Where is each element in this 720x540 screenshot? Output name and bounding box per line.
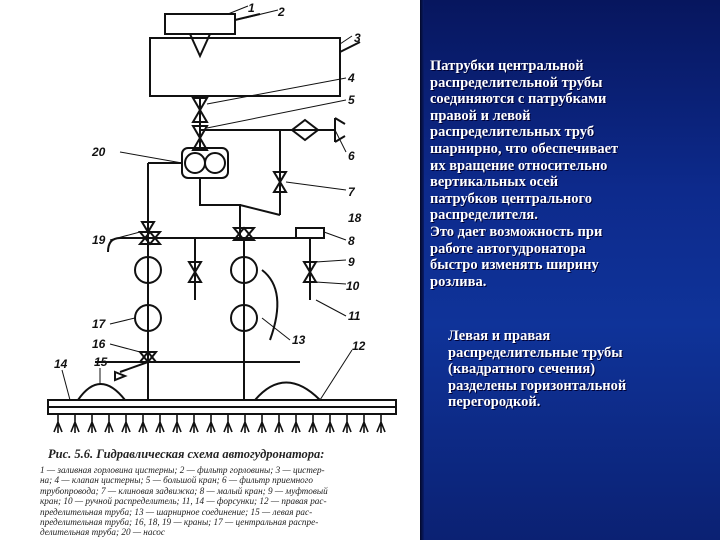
right-distribution-pipe [255,383,320,401]
pump-gear-right-icon [205,153,225,173]
figure-caption-legend: 1 — заливная горловина цистерны; 2 — фильтр горловины; 3 — цистер- на; 4 — клапан цистерны; 5 — большой кран; 6 — фильтр приемного трубопровода; 7 — клиновая задвижка; 8 — малый кран; 9 — муфтовый кран; 10 — ручной распределитель; 11, 14 — форсунки; 12 — правая рас- пределительная труба; 13 — шарнирное соединение; 15 — левая рас- пределительная труба; 16, 18, 19 — краны; 17 — центральная распре- делительная труба; 20 — насос [40,465,328,538]
paragraph-pipe-connection: Патрубки центральной распределительной трубы соединяются с патрубками правой и левой распределительных труб шарнирно, что обеспечивает их вращение относительно вертикальных осей патрубков центрального распределителя. Это дает возможность при работе автогудронатора быстро изменять ширину розлива. [430,58,619,290]
label-18: 18 [348,211,362,225]
nozzle-row [54,414,385,433]
label-14: 14 [54,357,68,371]
nozzle-icon [241,414,249,433]
nozzle-icon [275,414,283,433]
label-15: 15 [94,355,108,369]
label-17: 17 [92,317,106,331]
label-20: 20 [92,145,106,159]
label-16: 16 [92,337,106,351]
nozzle-icon [258,414,266,433]
left-distribution-pipe [78,384,125,400]
nozzle-icon [224,414,232,433]
nozzle-icon [309,414,317,433]
label-12: 12 [352,339,366,353]
nozzle-icon [156,414,164,433]
label-19: 19 [92,233,106,247]
nozzle-icon [377,414,385,433]
nozzle-icon [190,414,198,433]
label-3: 3 [354,31,361,45]
hydraulic-schematic [0,0,420,445]
coupling-valve [296,228,324,238]
nozzle-icon [54,414,62,433]
nozzle-icon [292,414,300,433]
label-8: 8 [348,234,355,248]
nozzle-icon [105,414,113,433]
pump-gear-left-icon [185,153,205,173]
nozzle-icon [139,414,147,433]
nozzle-icon [360,414,368,433]
figure-caption-title: Рис. 5.6. Гидравлическая схема автогудронатора: [48,447,325,461]
label-7: 7 [348,185,355,199]
filler-neck [165,14,235,34]
label-1: 1 [248,1,255,15]
nozzle-icon [122,414,130,433]
nozzle-icon [88,414,96,433]
nozzle-icon [326,414,334,433]
tank [150,38,340,96]
nozzle-icon [71,414,79,433]
label-9: 9 [348,255,355,269]
nozzle-icon [343,414,351,433]
nozzle-icon [207,414,215,433]
label-13: 13 [292,333,306,347]
label-2: 2 [278,5,285,19]
label-4: 4 [348,71,355,85]
label-5: 5 [348,93,355,107]
label-10: 10 [346,279,360,293]
nozzle-icon [173,414,181,433]
label-6: 6 [348,149,355,163]
paragraph-pipe-section: Левая и правая распределительные трубы (квадратного сечения) разделены горизонтальной перегородкой. [448,328,627,411]
label-11: 11 [348,309,361,323]
